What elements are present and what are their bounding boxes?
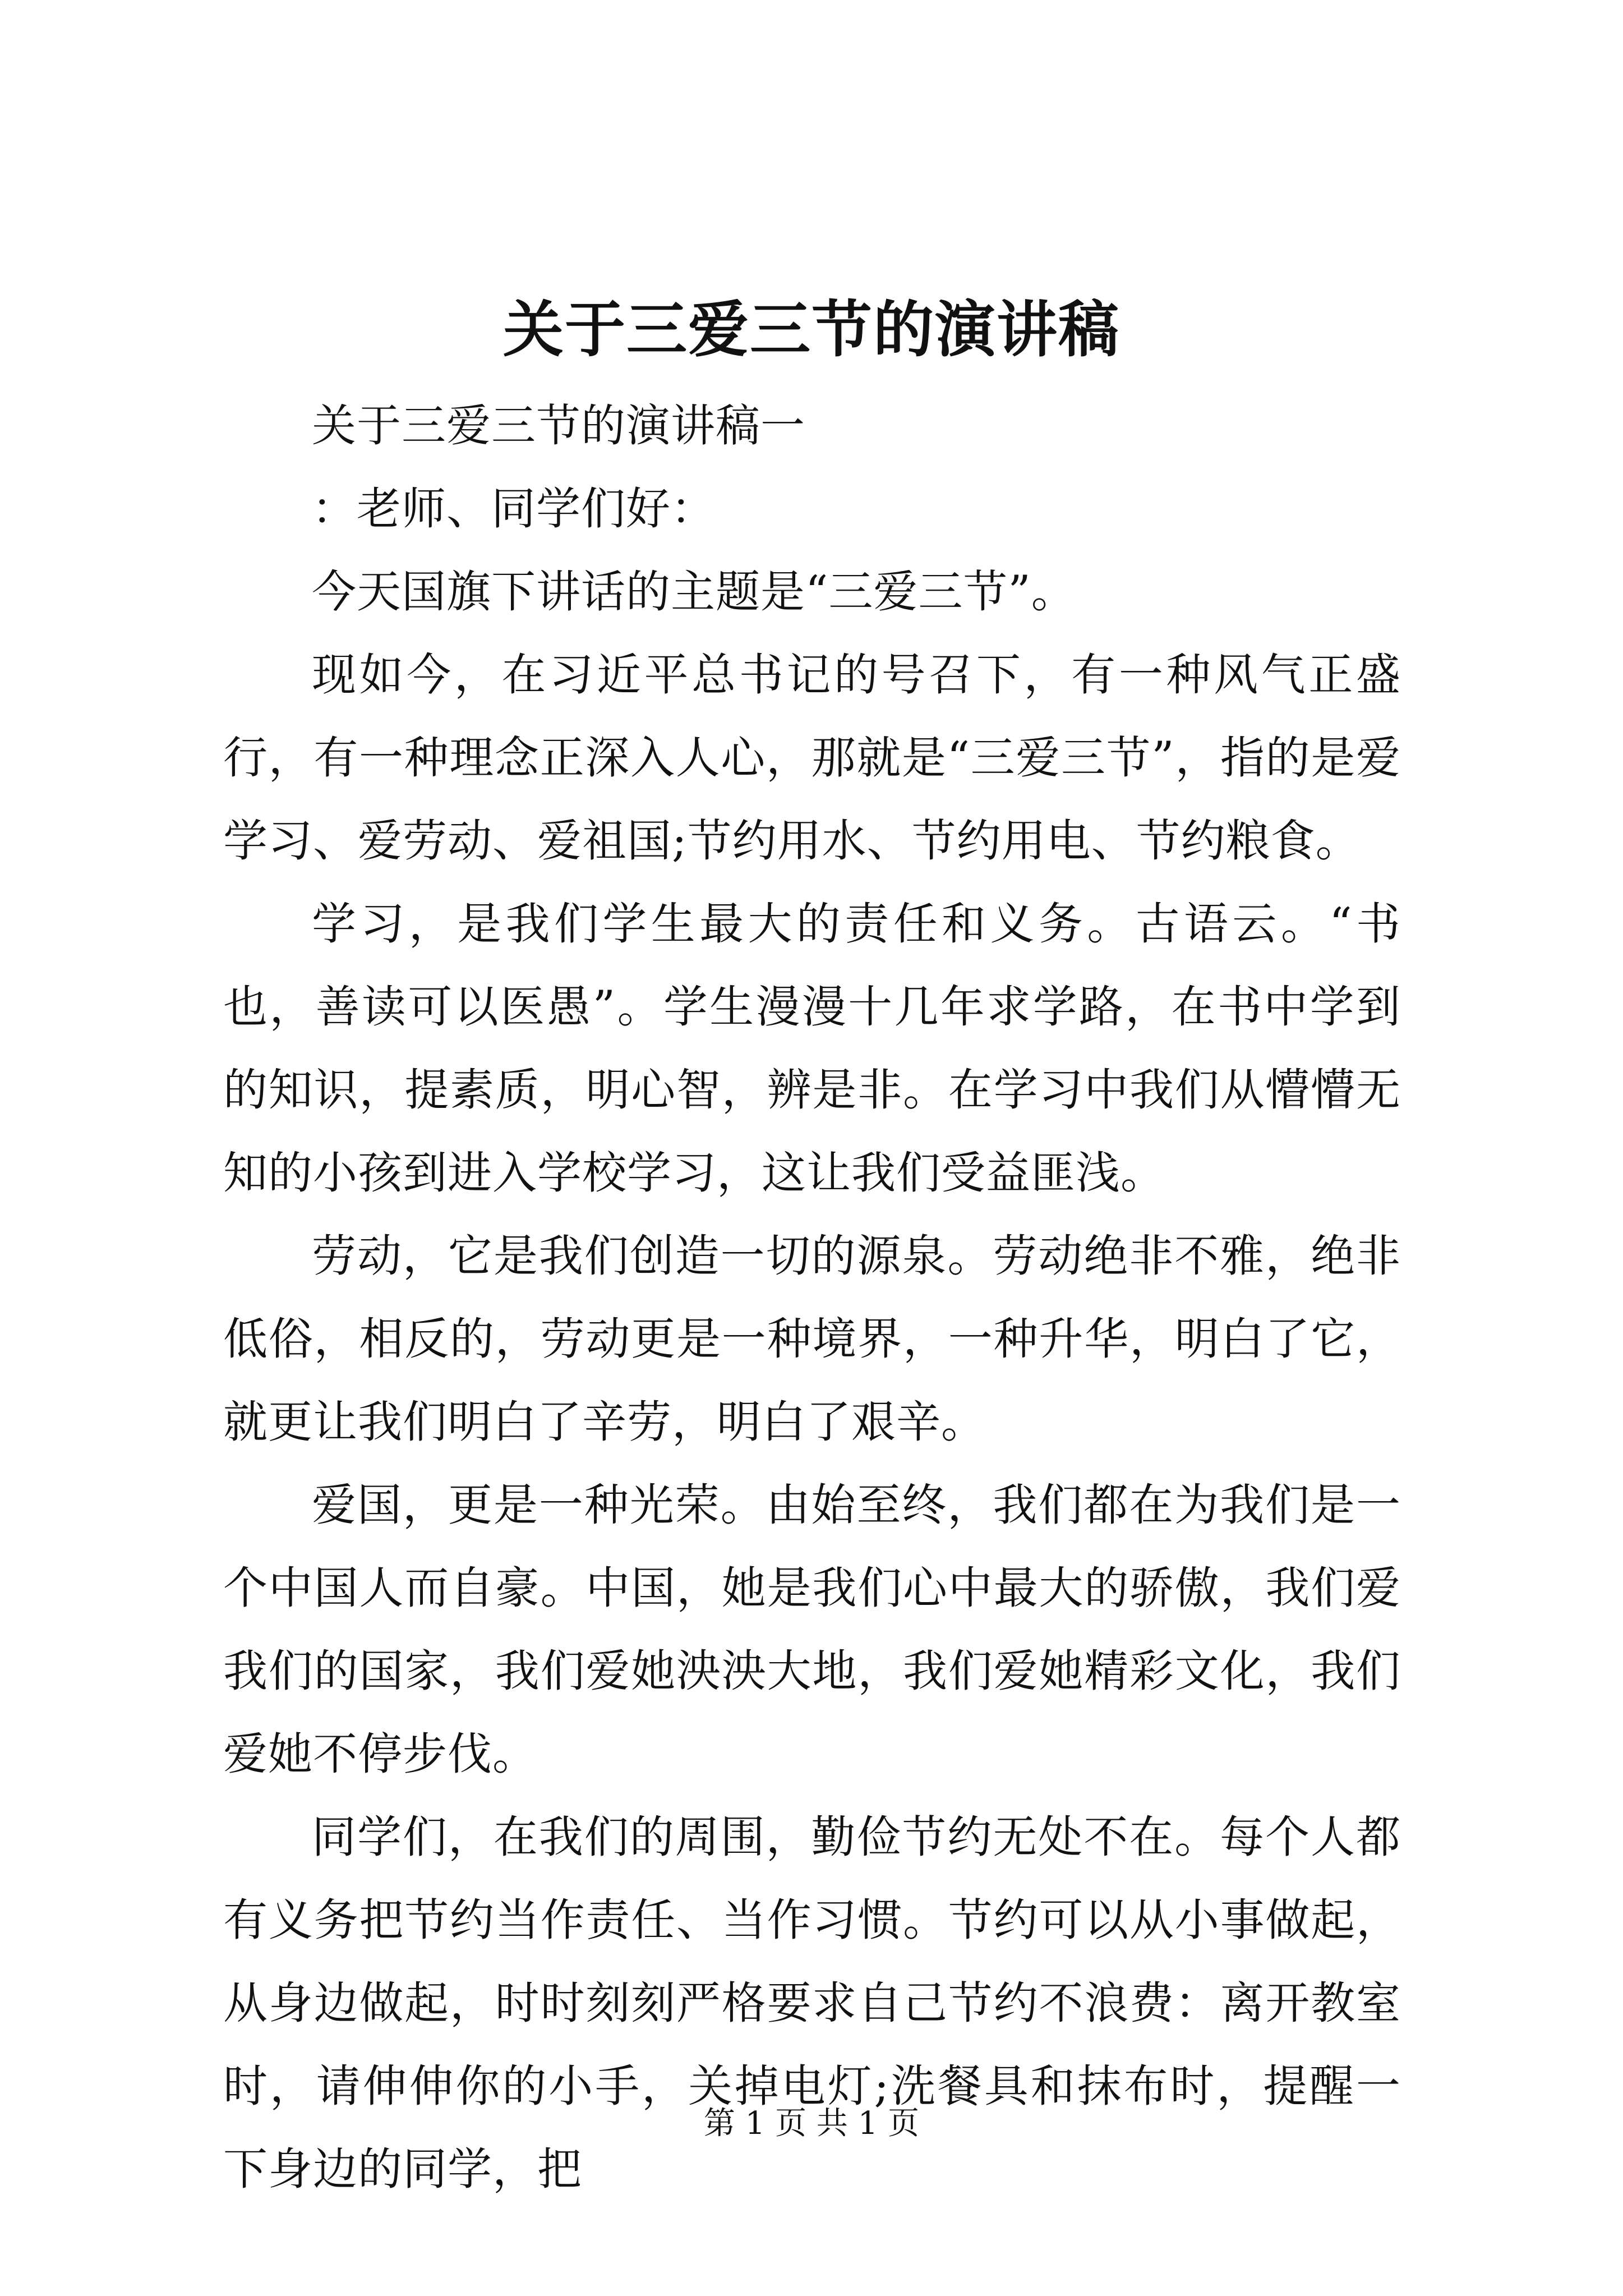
paragraph-4: 现如今，在习近平总书记的号召下，有一种风气正盛行，有一种理念正深入人心，那就是“三爱三节”，指的是爱学习、爱劳动、爱祖国;节约用水、节约用电、节约粮食。: [223, 649, 1401, 867]
paragraph-6: 劳动，它是我们创造一切的源泉。劳动绝非不雅，绝非低俗，相反的，劳动更是一种境界，一种升华，明白了它，就更让我们明白了辛劳，明白了艰辛。: [223, 1230, 1401, 1448]
page-footer: 第 1 页 共 1 页: [703, 2105, 920, 2142]
paragraph-5: 学习，是我们学生最大的责任和义务。古语云。“书也，善读可以医愚”。学生漫漫十几年求学路，在书中学到的知识，提素质，明心智，辨是非。在学习中我们从懵懵无知的小孩到进入学校学习，这让我们受益匪浅。: [223, 898, 1401, 1199]
paragraph-1: 关于三爱三节的演讲稿一: [312, 400, 805, 452]
document-title: 关于三爱三节的演讲稿: [502, 295, 1120, 365]
paragraph-7: 爱国，更是一种光荣。由始至终，我们都在为我们是一个中国人而自豪。中国，她是我们心中最大的骄傲，我们爱我们的国家，我们爱她泱泱大地，我们爱她精彩文化，我们爱她不停步伐。: [223, 1479, 1401, 1780]
paragraph-2: ：老师、同学们好：: [312, 483, 716, 535]
paragraph-3: 今天国旗下讲话的主题是“三爱三节”。: [312, 566, 1076, 618]
document-body: [223, 384, 1401, 2211]
paragraph-8: 同学们，在我们的周围，勤俭节约无处不在。每个人都有义务把节约当作责任、当作习惯。节约可以从小事做起，从身边做起，时时刻刻严格要求自己节约不浪费：离开教室时，请伸伸你的小手，关掉电灯;洗餐具和抹布时，提醒一下身边的同学，把: [223, 1811, 1401, 2195]
